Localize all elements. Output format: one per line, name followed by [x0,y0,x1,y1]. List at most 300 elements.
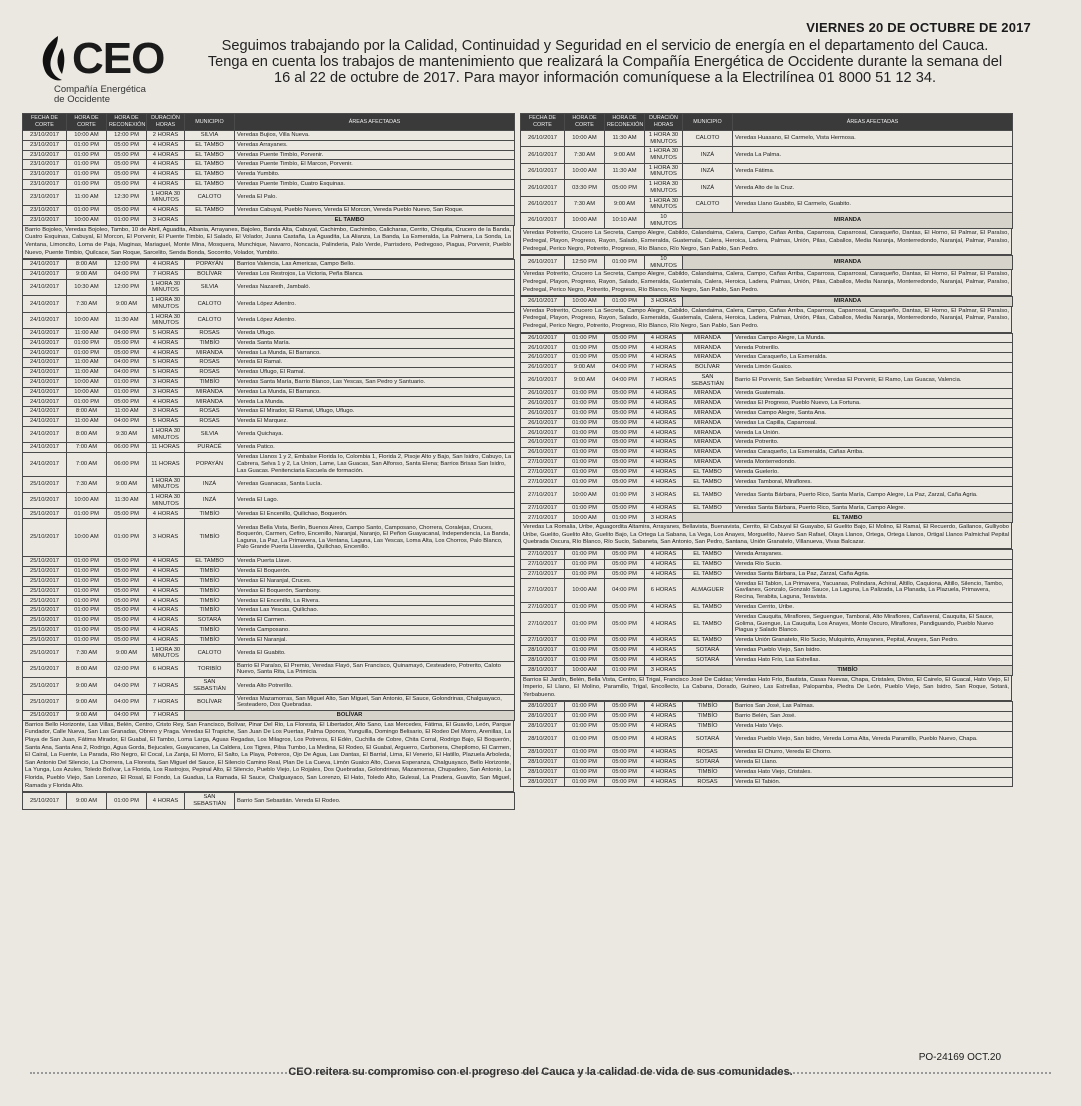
reconnect-time-cell: 05:00 PM [107,338,147,348]
table-row [23,509,515,519]
duration-cell: 5 HORAS [147,417,185,427]
municipality-cell: MIRANDA [683,343,733,353]
cut-time-cell: 11:00 AM [67,368,107,378]
municipality-cell: ROSAS [185,368,235,378]
municipality-cell: EL TAMBO [683,477,733,487]
date-cell: 23/10/2017 [23,160,67,170]
duration-cell: 1 HORA 30 MINUTOS [645,196,683,212]
areas-cell: Vereda La Unión. [733,428,1013,438]
municipality-cell: MIRANDA [185,348,235,358]
date-cell: 24/10/2017 [23,348,67,358]
reconnect-time-cell: 01:00 PM [605,297,645,307]
municipality-cell: MIRANDA [683,389,733,399]
reconnect-time-cell: 05:00 PM [107,348,147,358]
date-cell: 25/10/2017 [23,596,67,606]
duration-cell: 4 HORAS [147,160,185,170]
date-cell: 26/10/2017 [521,363,565,373]
table-row [23,269,515,279]
areas-cell: Veredas Santa María, Barrio Blanco, Las Yescas, San Pedro y Santuario. [235,377,515,387]
areas-cell: Vereda Alto Potrerillo. [235,678,515,694]
table-row [521,333,1013,343]
municipality-cell: TIMBÍO [683,767,733,777]
areas-cell: Vereda La Munda. [235,397,515,407]
areas-cell: Veredas El Encenillo, Quilichao, Boquerón. [235,509,515,519]
municipality-cell: EL TAMBO [683,559,733,569]
municipality-cell: TIMBÍO [185,625,235,635]
date-cell: 27/10/2017 [521,602,565,612]
reconnect-time-cell: 01:00 PM [107,793,147,809]
municipality-cell: TIMBÍO [683,702,733,712]
date-cell: 24/10/2017 [23,387,67,397]
areas-cell: Vereda Potrerillo. [733,343,1013,353]
affected-areas-paragraph: Barrios Bello Horizonte, Las Villas, Belén, Centro, Cristo Rey, San Francisco, Bolívar, Pinar Del Rio, La Floresta, El Libertador, Alto Sano, Las Mercedes, Fátima, El Guavilo, León, Parque Fundador, Calle Nueva, San Las Granadas, Obrero y Praga. Veredas El Trapiche, San Juan De Los Puertas, Palma Oponos, Yunguilla, Domingo Belisario, El Rodeo Del Morro, Arenillas, La Playa de San Juan, Fátima Mirador, El Guabal, El Tambo, Loma Larga, Aguas Regadas, Los Milagros, Los Potreros, El Edén, Cuchilla de Cobre, Chita Corral, Rodrigo Bajo, El Boquerón, Santa Ana, Santa Ana 2, Rodrigo, Agua Gorda, Bejucales, Guayacanes, La Caldera, Los Tigres, Pilsa Tumbo, La Medina, El Rodeo, El Guabal, Arguerro, Carbonera, Chepilomo, El Carmen, El Cairal, La Fuente, La Parada, Rio Negro, El Cocal, La Zanja, El Morro, El Salto, La Playa, Potreros, Ojo De Agua, Las Dantas, El Barrial, Lima, El Venerio, El Hatillo, Plazuela Arboleda, San Antonio Del Silencio, La Chorrera, La Floresta, San Miguel del Sauce, El Silencio Camino Real, Plan De La Cueva, Limón Guaico Alto, Cueva Esperanza, Chalguayaco, Bello Horizonte, La Yunga, Los Azules, Toledo Bolívar, La Florida, Los Rastrojos, Pepinal Alto, El Silencio, Pueblo Viejo, Lo Rojales, Dos Quebradas, Golondrinas, Mazamorras, Chupadero, San Antonio, La Florida, Pueblo Viejo, San Lorenzo, El Rosal, El Fondo, La Guadua, La Ramada, El Sauce, Chalguayaco, San Lorenzo, El Hato, Toledo Alto, Gulesal, La Pradera, Guavito, San Miguel, Ramada y Florida Alto. [22,721,514,792]
reconnect-time-cell: 06:00 PM [107,453,147,477]
areas-cell: Vereda Potrerito. [733,438,1013,448]
areas-cell: Veredas El Churro, Vereda El Chorro. [733,748,1013,758]
table-header-row [521,114,1013,131]
table-row [521,399,1013,409]
duration-cell: 4 HORAS [147,596,185,606]
duration-cell: 7 HORAS [147,678,185,694]
cut-time-cell: 01:00 PM [565,757,605,767]
date-cell: 27/10/2017 [521,513,565,523]
areas-cell: Veredas Campo Alegre, Santa Ana. [733,408,1013,418]
reconnect-time-cell: 12:00 PM [107,279,147,295]
date-cell: 24/10/2017 [23,443,67,453]
duration-cell: 4 HORAS [645,569,683,579]
date-cell: 28/10/2017 [521,748,565,758]
column-header: DURACIÓN HORAS [147,114,185,131]
cut-time-cell: 01:00 PM [565,612,605,636]
areas-cell: Vereda El Tabión. [733,777,1013,787]
reconnect-time-cell: 05:00 PM [107,509,147,519]
outage-table [520,255,1013,270]
municipality-cell: ROSAS [683,777,733,787]
duration-cell: 4 HORAS [645,418,683,428]
municipality-cell: MIRANDA [683,457,733,467]
logo-subtitle: Compañía Energética de Occidente [54,84,146,105]
date-cell: 27/10/2017 [521,569,565,579]
column-header: MUNICIPIO [683,114,733,131]
date-cell: 27/10/2017 [521,612,565,636]
areas-cell: Vereda Guelerío. [733,467,1013,477]
reconnect-time-cell: 05:00 PM [605,549,645,559]
municipality-cell: CALOTO [683,196,733,212]
table-row [23,150,515,160]
date-cell: 28/10/2017 [521,655,565,665]
areas-cell: Vereda Guatemala. [733,389,1013,399]
date-cell: 26/10/2017 [521,333,565,343]
areas-cell: Barrio San Sebastián. Vereda El Rodeo. [235,793,515,809]
duration-cell: 1 HORA 30 MINUTOS [147,476,185,492]
municipality-cell: EL TAMBO [185,179,235,189]
duration-cell: 4 HORAS [645,646,683,656]
areas-cell: Vereda Uflugo. [235,328,515,338]
cut-time-cell: 01:00 PM [565,343,605,353]
areas-cell: Vereda El Palo. [235,189,515,205]
reconnect-time-cell: 05:00 PM [107,170,147,180]
affected-areas-paragraph: Barrios El Jardín, Belén, Bella Vista, Centro, El Trigal, Francisco José De Caldas; Veredas Hato Frío, Bautista, Casas Nuevas, Chapa, Cristales, Diviso, El Cairelo, El Guacal, Hato Viejo, El Imperio, El Llano, El Molino, Paramillo, Trigal, Encollecto, La Cabana, Dorado, Guineo, Las Estrellas, Palopamba, Piedra De León, Pueblo Viejo, San Isidro, San Roque, Sotará, Yerbabueno. [520,676,1012,702]
municipality-cell: ROSAS [185,417,235,427]
table-row [23,397,515,407]
duration-cell: 3 HORAS [645,665,683,675]
date-cell: 25/10/2017 [23,557,67,567]
duration-cell: 11 HORAS [147,443,185,453]
date-cell: 25/10/2017 [23,586,67,596]
date-cell: 25/10/2017 [23,519,67,557]
duration-cell: 1 HORA 30 MINUTOS [147,645,185,661]
municipality-cell: INZÁ [683,147,733,163]
municipality-cell: SOTARÁ [683,655,733,665]
date-cell: 27/10/2017 [521,636,565,646]
date-cell: 28/10/2017 [521,777,565,787]
duration-cell: 4 HORAS [147,150,185,160]
duration-cell: 5 HORAS [147,368,185,378]
reconnect-time-cell: 05:00 PM [605,655,645,665]
reconnect-time-cell: 04:00 PM [107,358,147,368]
date-cell: 24/10/2017 [23,279,67,295]
areas-cell: Vereda El Llano. [733,757,1013,767]
date-cell: 24/10/2017 [23,328,67,338]
areas-cell: Veredas Nazareth, Jambaló. [235,279,515,295]
table-row [23,476,515,492]
date-cell: 25/10/2017 [23,645,67,661]
duration-cell: 4 HORAS [645,467,683,477]
reconnect-time-cell: 05:00 PM [605,767,645,777]
municipality-cell: TIMBÍO [185,606,235,616]
cut-time-cell: 7:30 AM [565,196,605,212]
duration-cell: 7 HORAS [147,269,185,279]
table-row [23,279,515,295]
table-row [521,372,1013,388]
cut-time-cell: 01:00 PM [565,731,605,747]
areas-cell: Veredas La Munda, El Barranco. [235,387,515,397]
duration-cell: 4 HORAS [147,338,185,348]
areas-cell: Vereda El Boquerón. [235,567,515,577]
municipality-cell: EL TAMBO [185,140,235,150]
date-cell: 23/10/2017 [23,170,67,180]
duration-cell: 3 HORAS [147,215,185,225]
duration-cell: 1 HORA 30 MINUTOS [645,131,683,147]
date-cell: 24/10/2017 [23,426,67,442]
duration-cell: 7 HORAS [147,710,185,720]
duration-cell: 4 HORAS [645,389,683,399]
column-header: DURACIÓN HORAS [645,114,683,131]
duration-cell: 4 HORAS [645,612,683,636]
municipality-cell: EL TAMBO [185,557,235,567]
cut-time-cell: 12:50 PM [565,256,605,270]
municipality-cell: CALOTO [185,312,235,328]
date-cell: 24/10/2017 [23,312,67,328]
duration-cell: 7 HORAS [147,694,185,710]
duration-cell: 4 HORAS [645,757,683,767]
reconnect-time-cell: 01:00 PM [107,519,147,557]
municipality-cell: EL TAMBO [683,503,733,513]
date-cell: 26/10/2017 [521,408,565,418]
cut-time-cell: 01:00 PM [565,712,605,722]
cut-time-cell: 01:00 PM [67,170,107,180]
municipality-cell: SILVIA [185,131,235,141]
date-cell: 24/10/2017 [23,453,67,477]
table-row [23,206,515,216]
duration-cell: 4 HORAS [147,606,185,616]
reconnect-time-cell: 04:00 PM [605,372,645,388]
reconnect-time-cell: 04:00 PM [107,269,147,279]
cut-time-cell: 01:00 PM [67,586,107,596]
municipality-cell: TIMBÍO [683,665,1013,675]
reconnect-time-cell: 05:00 PM [605,343,645,353]
reconnect-time-cell: 05:00 PM [605,457,645,467]
duration-cell: 4 HORAS [147,140,185,150]
date-cell: 27/10/2017 [521,559,565,569]
date-cell: 26/10/2017 [521,163,565,179]
reconnect-time-cell: 05:00 PM [107,586,147,596]
reconnect-time-cell: 01:00 PM [107,377,147,387]
areas-cell: Vereda Quichaya. [235,426,515,442]
table-row [521,559,1013,569]
duration-cell: 4 HORAS [645,702,683,712]
municipality-cell: TIMBÍO [185,596,235,606]
reconnect-time-cell: 04:00 PM [107,678,147,694]
duration-cell: 4 HORAS [147,170,185,180]
table-row [23,189,515,205]
table-row [23,215,515,225]
duration-cell: 10 MINUTOS [645,212,683,228]
table-row [521,757,1013,767]
reconnect-time-cell: 11:30 AM [107,312,147,328]
areas-cell: Barrio El Porvenir, San Sebastián; Veredas El Porvenir, El Ramo, Las Guacas, Valencia. [733,372,1013,388]
cut-time-cell: 8:00 AM [67,260,107,270]
duration-cell: 4 HORAS [147,348,185,358]
date-cell: 28/10/2017 [521,646,565,656]
areas-cell: Vereda El Carmen. [235,616,515,626]
table-row [521,196,1013,212]
municipality-cell: ROSAS [683,748,733,758]
duration-cell: 2 HORAS [147,131,185,141]
areas-cell: Veredas Tamboral, Miraflores. [733,477,1013,487]
reconnect-time-cell: 05:00 PM [605,428,645,438]
ceo-logo [34,32,184,112]
column-header: ÁREAS AFECTADAS [235,114,515,131]
date-cell: 27/10/2017 [521,487,565,503]
reconnect-time-cell: 05:00 PM [605,712,645,722]
areas-cell: Veredas Las Yescas, Quilichao. [235,606,515,616]
municipality-cell: EL TAMBO [683,569,733,579]
table-row [23,635,515,645]
duration-cell: 7 HORAS [645,372,683,388]
duration-cell: 4 HORAS [645,655,683,665]
date-cell: 28/10/2017 [521,702,565,712]
areas-cell: Vereda La Palma. [733,147,1013,163]
municipality-cell: TIMBÍO [185,635,235,645]
areas-cell: Veredas Puente Timbío, Porvenir. [235,150,515,160]
areas-cell: Veredas Pueblo Viejo, San Isidro. [733,646,1013,656]
municipality-cell: BOLÍVAR [185,269,235,279]
table-row [521,712,1013,722]
areas-cell: Veredas Mazamorras, San Miguel Alto, San Miguel, San Antonio, El Sauce, Golondrinas, Chalguayaco, Sesteadero, Dos Quebradas. [235,694,515,710]
cut-time-cell: 11:00 AM [67,189,107,205]
table-row [23,296,515,312]
duration-cell: 3 HORAS [645,297,683,307]
cut-time-cell: 7:30 AM [565,147,605,163]
municipality-cell: CALOTO [185,645,235,661]
date-cell: 24/10/2017 [23,260,67,270]
table-row [521,646,1013,656]
duration-cell: 4 HORAS [147,625,185,635]
column-header: HORA DE RECONEXIÓN [605,114,645,131]
outage-table [520,296,1013,307]
outage-table [520,549,1013,676]
duration-cell: 4 HORAS [147,509,185,519]
reconnect-time-cell: 05:00 PM [107,179,147,189]
municipality-cell: TORIBÍO [185,661,235,677]
reconnect-time-cell: 11:30 AM [605,131,645,147]
date-cell: 23/10/2017 [23,215,67,225]
duration-cell: 4 HORAS [645,399,683,409]
cut-time-cell: 01:00 PM [67,348,107,358]
areas-cell: Barrios Valencia, Las Americas, Campo Bello. [235,260,515,270]
reconnect-time-cell: 01:00 PM [107,215,147,225]
cut-time-cell: 10:30 AM [67,279,107,295]
date-cell: 23/10/2017 [23,131,67,141]
table-row [23,519,515,557]
reconnect-time-cell: 05:00 PM [605,702,645,712]
table-row [521,579,1013,603]
duration-cell: 4 HORAS [645,636,683,646]
cut-time-cell: 01:00 PM [67,567,107,577]
table-row [521,767,1013,777]
cut-time-cell: 11:00 AM [67,328,107,338]
date-cell: 26/10/2017 [521,196,565,212]
areas-cell: Vereda López Adentro. [235,312,515,328]
date-cell: 25/10/2017 [23,661,67,677]
table-row [23,140,515,150]
municipality-cell: MIRANDA [683,418,733,428]
table-row [23,694,515,710]
date-cell: 26/10/2017 [521,438,565,448]
reconnect-time-cell: 05:00 PM [605,757,645,767]
date-cell: 26/10/2017 [521,256,565,270]
column-header: HORA DE CORTE [565,114,605,131]
duration-cell: 4 HORAS [147,793,185,809]
duration-cell: 6 HORAS [645,579,683,603]
duration-cell: 10 MINUTOS [645,256,683,270]
reconnect-time-cell: 01:00 PM [605,487,645,503]
reconnect-time-cell: 9:00 AM [605,196,645,212]
reconnect-time-cell: 04:00 PM [107,368,147,378]
areas-cell: Vereda Puerta Llave. [235,557,515,567]
cut-time-cell: 11:00 AM [67,417,107,427]
reconnect-time-cell: 11:30 AM [605,163,645,179]
areas-cell: Veredas El Naranjal, Cruces. [235,576,515,586]
cut-time-cell: 9:00 AM [67,793,107,809]
table-row [521,389,1013,399]
areas-cell: Veredas Pueblo Viejo, San Isidro, Vereda Loma Alta, Vereda Paramillo, Pueblo Nuevo, Chapa. [733,731,1013,747]
cut-time-cell: 01:00 PM [67,616,107,626]
municipality-cell: MIRANDA [683,212,1013,228]
cut-time-cell: 01:00 PM [67,206,107,216]
cut-time-cell: 9:00 AM [565,372,605,388]
table-row [521,748,1013,758]
column-header: FECHA DE CORTE [23,114,67,131]
cut-time-cell: 01:00 PM [67,140,107,150]
cut-time-cell: 01:00 PM [565,569,605,579]
cut-time-cell: 01:00 PM [67,557,107,567]
areas-cell: Veredas Cauquita, Miraflores, Seguengue, Tamboral, Alto Miraflores, Cañaveral, Cauquita, El Sauce, Golima, Guengue, La Cauquita, Los Anayes, Monte Oscuro, Miraflores, Pandiguando, Pueblo Nuevo Piagua y Salado Blanco. [733,612,1013,636]
duration-cell: 4 HORAS [147,397,185,407]
municipality-cell: EL TAMBO [683,467,733,477]
duration-cell: 4 HORAS [645,333,683,343]
areas-cell: Vereda Santa María. [235,338,515,348]
table-row [23,567,515,577]
areas-cell: Veredas Huasano, El Carmelo, Vista Hermosa. [733,131,1013,147]
headline-notice: Seguimos trabajando por la Calidad, Continuidad y Seguridad en el servicio de energía en el departamento del Cauca. Tenga en cuenta los trabajos de mantenimiento que realizará la Compañía Energética de Occidente durante la semana del 16 al 22 de octubre de 2017. Para mayor información comuníquese a la Electrilínea 01 8000 51 12 34. [207,38,1003,86]
municipality-cell: EL TAMBO [185,215,515,225]
areas-cell: Veredas Caraqueño, La Esmeralda, Cañas Arriba. [733,448,1013,458]
municipality-cell: SAN SEBASTIÁN [683,372,733,388]
date-cell: 27/10/2017 [521,467,565,477]
duration-cell: 3 HORAS [645,513,683,523]
reconnect-time-cell: 05:00 PM [605,602,645,612]
table-row [23,661,515,677]
cut-time-cell: 10:00 AM [67,387,107,397]
table-row [521,180,1013,196]
cut-time-cell: 01:00 PM [67,509,107,519]
table-row [521,428,1013,438]
areas-cell: Vereda Limón Guaico. [733,363,1013,373]
duration-cell: 4 HORAS [645,457,683,467]
date-cell: 25/10/2017 [23,678,67,694]
cut-time-cell: 01:00 PM [565,777,605,787]
municipality-cell: MIRANDA [683,408,733,418]
table-row [521,655,1013,665]
cut-time-cell: 01:00 PM [565,655,605,665]
reconnect-time-cell: 05:00 PM [605,612,645,636]
table-row [23,260,515,270]
reconnect-time-cell: 12:00 PM [107,131,147,141]
municipality-cell: INZÁ [185,493,235,509]
areas-cell: Veredas El Encenillo, La Rivera. [235,596,515,606]
date-cell: 24/10/2017 [23,377,67,387]
table-row [521,131,1013,147]
reconnect-time-cell: 9:00 AM [107,476,147,492]
areas-cell: Veredas Cabuyal, Pueblo Nuevo, Vereda El Morcon, Vereda Pueblo Nuevo, San Roque. [235,206,515,216]
reconnect-time-cell: 05:00 PM [107,596,147,606]
table-row [521,438,1013,448]
date-cell: 24/10/2017 [23,358,67,368]
duration-cell: 3 HORAS [147,407,185,417]
table-row [521,477,1013,487]
reconnect-time-cell: 12:30 PM [107,189,147,205]
cut-time-cell: 01:00 PM [67,596,107,606]
reconnect-time-cell: 05:00 PM [107,606,147,616]
duration-cell: 4 HORAS [147,567,185,577]
table-row [521,457,1013,467]
date-cell: 25/10/2017 [23,606,67,616]
areas-cell: Veredas El Boquerón, Sambony. [235,586,515,596]
reconnect-time-cell: 10:10 AM [605,212,645,228]
areas-cell: Vereda El Ramal. [235,358,515,368]
duration-cell: 11 HORAS [147,453,185,477]
duration-cell: 4 HORAS [147,635,185,645]
areas-cell: Vereda El Naranjal. [235,635,515,645]
duration-cell: 1 HORA 30 MINUTOS [147,493,185,509]
areas-cell: Veredas Bella Vista, Berlin, Buenos Aires, Campo Santo, Camposano, Chorrera, Coralejas, Cruces, Boquerón, Carmen, Cefiro, Encenillo, Naranjal, Naranjo, El Peñon Guayacanal, Independencia, La Banda, Laguna, La Paz, La Primavera, La Ventana, Laguna, Las Yescas, Loma Alta, Los Chorros, Palo Blanco, Palo Grande Puerta Llaverdia, Quilichao, Encenillo. [235,519,515,557]
duration-cell: 1 HORA 30 MINUTOS [147,189,185,205]
outage-table [22,259,515,721]
reconnect-time-cell: 05:00 PM [605,569,645,579]
affected-areas-paragraph: Veredas La Romalia, Uribe, Aguagordita Altamira, Arrayanes, Bellavista, Buenavista, Cerrito, El Cabuyal El Guayabo, El Guelito Bajo, El Molino, El Ramal, El Recuerdo, Gallanos, Gulliyobo Uribe, Guelito, Guelito Alto, Guelito Bajo, La Ortega La Sabana, La Vega, Los Anayes, Morguelito, Nuevo San Rafael, Olaya Llanos, Ortega, Ortega Llanos, Ortigal Llanos Palmichal Pepital Quebrada Oscura, Río Blanco, Río Sucio, Sabaneta, San Antonio, San Pedro, Santana, Unión Granatelo, Villanueva, Vivas Balcazar. [520,523,1012,549]
